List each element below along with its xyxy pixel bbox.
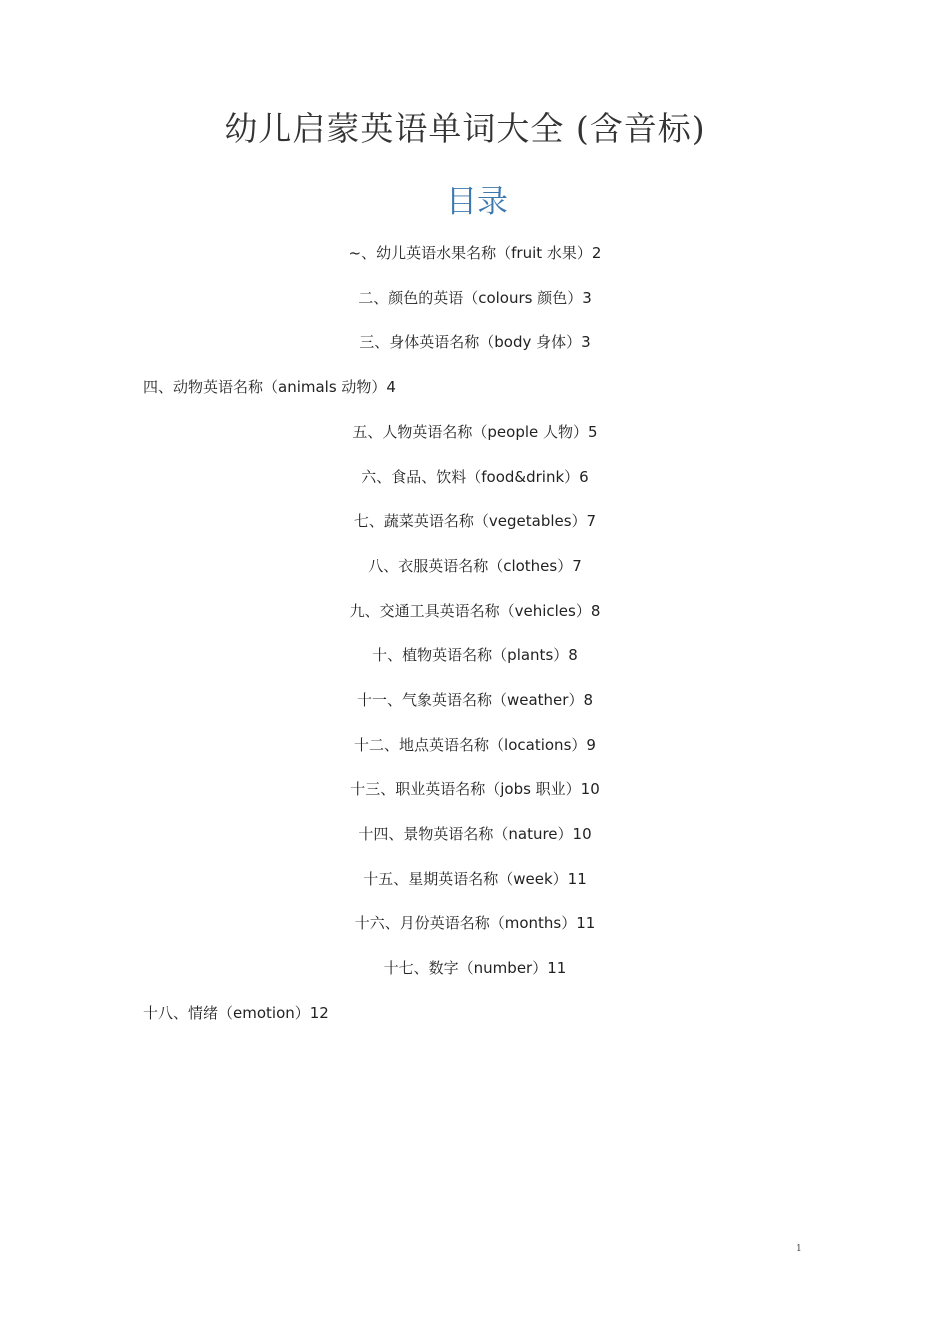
- toc-entry-locations[interactable]: 十二、地点英语名称（locations）9: [354, 736, 596, 754]
- toc-entry-vehicles[interactable]: 九、交通工具英语名称（vehicles）8: [349, 602, 601, 620]
- toc-entry-months[interactable]: 十六、月份英语名称（months）11: [354, 914, 596, 932]
- toc-entry-body[interactable]: 三、身体英语名称（body 身体）3: [359, 333, 591, 351]
- toc-entry-vegetables[interactable]: 七、蔬菜英语名称（vegetables）7: [353, 512, 597, 530]
- toc-entry-number[interactable]: 十七、数字（number）11: [383, 959, 567, 977]
- toc-entry-people[interactable]: 五、人物英语名称（people 人物）5: [352, 423, 598, 441]
- toc-entry-nature[interactable]: 十四、景物英语名称（nature）10: [358, 825, 592, 843]
- toc-entry-colours[interactable]: 二、颜色的英语（colours 颜色）3: [358, 289, 592, 307]
- toc-entry-weather[interactable]: 十一、气象英语名称（weather）8: [356, 691, 594, 709]
- toc-entry-jobs[interactable]: 十三、职业英语名称（jobs 职业）10: [350, 780, 600, 798]
- toc-entry-week[interactable]: 十五、星期英语名称（week）11: [363, 870, 587, 888]
- toc-heading: 目录: [446, 184, 508, 220]
- toc-entry-animals[interactable]: 四、动物英语名称（animals 动物）4: [143, 378, 396, 396]
- page-number: 1: [796, 1244, 802, 1254]
- toc-entry-clothes[interactable]: 八、衣服英语名称（clothes）7: [368, 557, 582, 575]
- toc-entry-plants[interactable]: 十、植物英语名称（plants）8: [372, 646, 578, 664]
- toc-entry-food-drink[interactable]: 六、食品、饮料（food&drink）6: [361, 468, 589, 486]
- toc-entry-emotion[interactable]: 十八、情绪（emotion）12: [143, 1004, 329, 1022]
- document-title: 幼儿启蒙英语单词大全 (含音标): [224, 109, 706, 148]
- toc-entry-fruit[interactable]: ~、幼儿英语水果名称（fruit 水果）2: [348, 244, 602, 262]
